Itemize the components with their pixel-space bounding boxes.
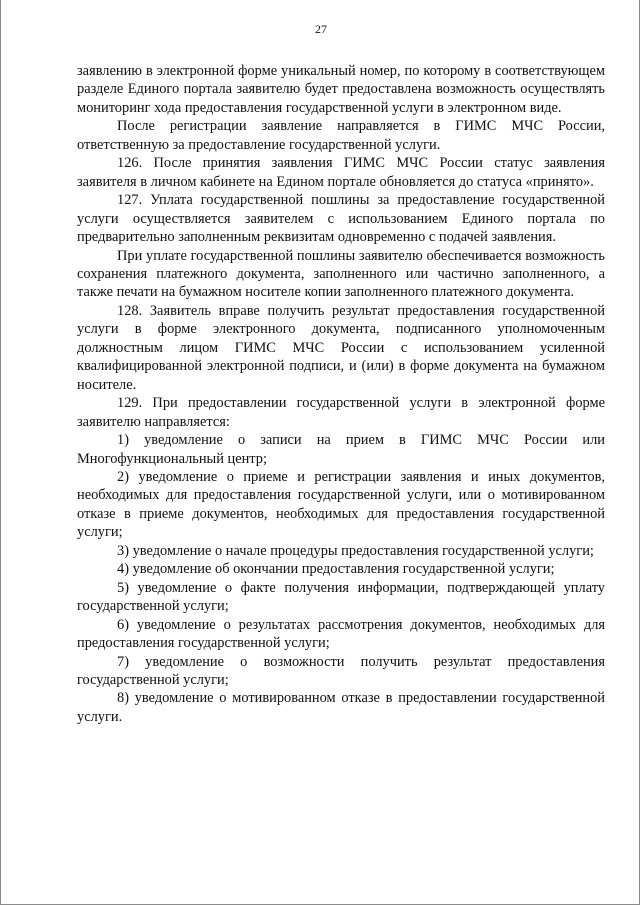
list-item-2: 2) уведомление о приеме и регистрации заявления и иных документов, необходимых для предоставления государственной услуги, или о мотивированном отказе в приеме документов, необходимых для предоставления государственной услуги; [77,468,605,541]
paragraph-129: 129. При предоставлении государственной услуги в электронной форме заявителю направляется: [77,395,605,430]
list-item-3: 3) уведомление о начале процедуры предоставления государственной услуги; [117,542,594,559]
paragraph-128: 128. Заявитель вправе получить результат предоставления государственной услуги в форме электронного документа, подписанного уполномоченным должностным лицом ГИМС МЧС России с использованием усиленной квалифицированной электронной подписи, и (или) в форме документа на бумажном носителе. [77,302,605,393]
list-item-5: 5) уведомление о факте получения информации, подтверждающей уплату государственной услуги; [77,579,605,615]
list-item-6: 6) уведомление о результатах рассмотрения документов, необходимых для предоставления государственной услуги; [77,616,605,652]
page-number: 27 [315,22,327,36]
list-item-7: 7) уведомление о возможности получить результат предоставления государственной услуги; [77,653,605,688]
paragraph-continuation: заявлению в электронной форме уникальный номер, по которому в соответствующем разделе Единого портала заявителю будет предоставлена возможность осуществлять мониторинг хода предоставления государственной услуги в электронном виде. [77,63,605,116]
paragraph-126: 126. После принятия заявления ГИМС МЧС России статус заявления заявителя в личном кабинете на Едином портале обновляется до статуса «принято». [77,155,605,190]
document-body [77,62,605,726]
list-item-8: 8) уведомление о мотивированном отказе в предоставлении государственной услуги. [77,690,605,725]
paragraph-127: 127. Уплата государственной пошлины за предоставление государственной услуги осуществляется заявителем с использованием Единого портала по предварительно заполненным реквизитам одновременно с подачей заявления. [77,192,605,246]
paragraph-registration: После регистрации заявление направляется в ГИМС МЧС России, ответственную за предоставление государственной услуги. [77,118,605,153]
list-item-4: 4) уведомление об окончании предоставления государственной услуги; [117,561,555,578]
paragraph-fee-payment: При уплате государственной пошлины заявителю обеспечивается возможность сохранения платежного документа, заполненного или частично заполненного, а также печати на бумажном носителе копии заполненного платежного документа. [77,247,605,301]
list-item-1: 1) уведомление о записи на прием в ГИМС МЧС России или Многофункциональный центр; [77,432,605,467]
